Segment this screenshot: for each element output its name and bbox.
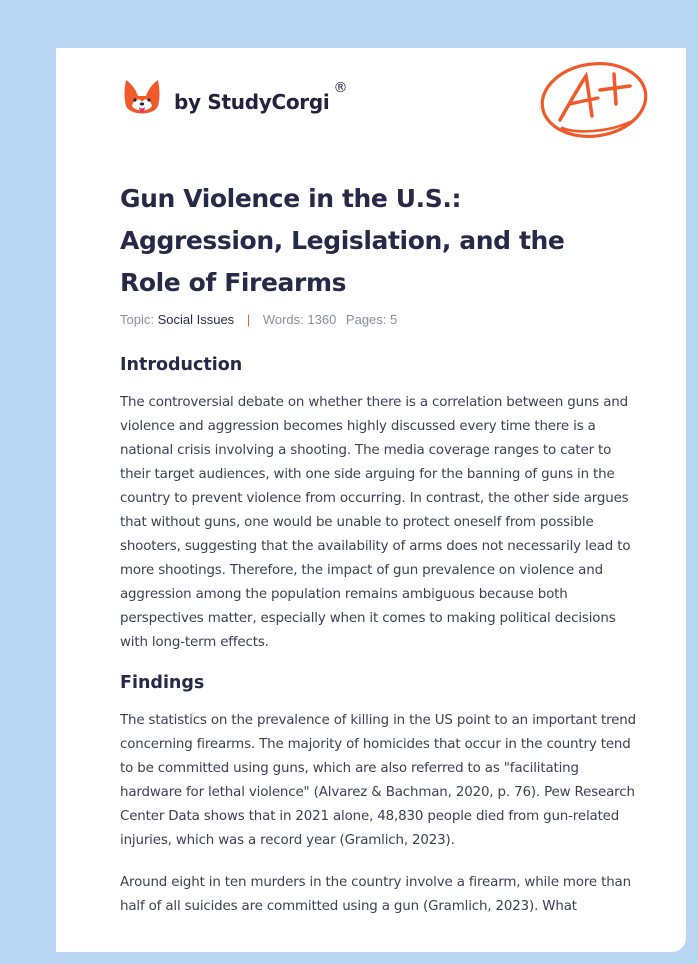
section-heading-findings: Findings — [120, 673, 205, 693]
page-count: Pages: 5 — [345, 312, 398, 327]
logo-text: by StudyCorgi — [174, 90, 330, 114]
meta-separator: | — [246, 312, 251, 327]
article-title: Gun Violence in the U.S.: Aggression, Legislation, and the Role of Firearms — [120, 184, 565, 297]
corgi-icon — [122, 76, 162, 120]
section-heading-introduction: Introduction — [120, 355, 243, 375]
topic-label: Topic: — [120, 312, 154, 327]
paragraph: Around eight in ten murders in the country involve a firearm, while more than half of all suicides are committed using a gun (Gramlich, 2023). What — [120, 875, 631, 914]
studycorgi-logo[interactable] — [122, 76, 347, 120]
word-count: Words: 1360 — [262, 312, 337, 327]
paragraph: The controversial debate on whether there is a correlation between guns and violence and aggression becomes highly discussed every time there is a national crisis involving a shooting. The media coverage ranges to cater to their target audiences, with one side arguing for the banning of guns in the country to prevent violence from occurring. In contrast, the other side argues that without guns, one would be unable to protect oneself from possible shooters, suggesting that the availability of arms does not necessarily lead to more shootings. Therefore, the impact of gun prevalence on violence and aggression among the population remains ambiguous because both perspectives matter, especially when it comes to making political decisions with long-term effects. — [120, 395, 631, 650]
topic-link[interactable]: Social Issues — [157, 312, 235, 327]
document-card — [56, 48, 686, 952]
a-plus-grade-icon — [538, 58, 650, 142]
registered-mark: ® — [333, 80, 348, 96]
article-meta — [120, 312, 397, 327]
paragraph: The statistics on the prevalence of killing in the US point to an important trend concerning firearms. The majority of homicides that occur in the country tend to be committed using guns, which are also referred to as "facilitating hardware for lethal violence" (Alvarez & Bachman, 2020, p. 76). Pew Research Center Data shows that in 2021 alone, 48,830 people died from gun-related injuries, which was a record year (Gramlich, 2023). — [120, 713, 636, 848]
